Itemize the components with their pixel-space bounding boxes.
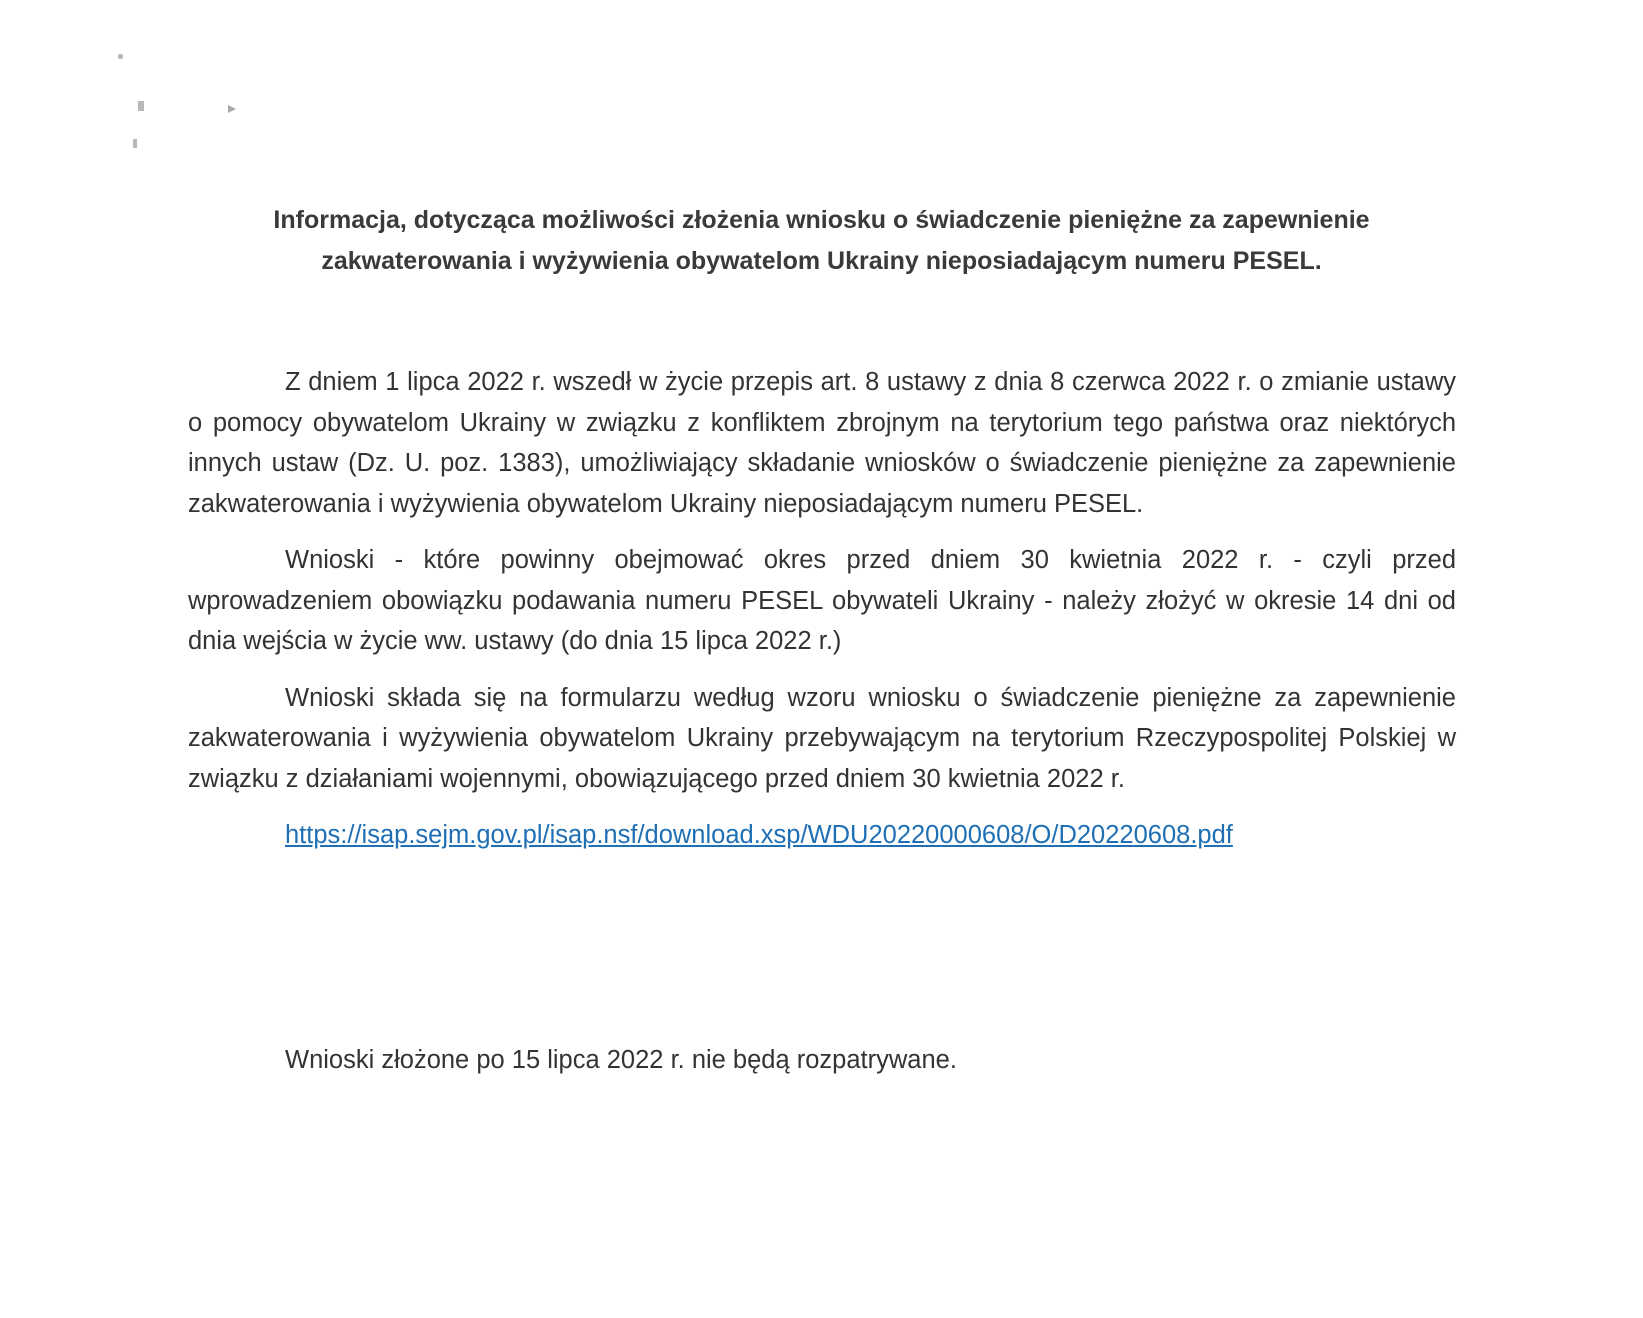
paragraph-form: Wnioski składa się na formularzu według wzoru wniosku o świadczenie pieniężne za zapewnienie zakwaterowania i wyżywienia obywatelom Ukrainy przebywającym na terytorium Rzeczypospolitej Polskiej w związku z działaniami wojennymi, obowiązującego przed dniem 30 kwietnia 2022 r.: [188, 683, 1456, 793]
scan-artifact: [138, 101, 144, 111]
form-pdf-link[interactable]: https://isap.sejm.gov.pl/isap.nsf/download.xsp/WDU20220000608/O/D20220608.pdf: [285, 821, 1233, 849]
link-line: [188, 815, 1456, 855]
document-title: Informacja, dotycząca możliwości złożenia wniosku o świadczenie pieniężne za zapewnienie zakwaterowania i wyżywienia obywatelom Ukrainy nieposiadającym numeru PESEL.: [273, 206, 1370, 275]
scan-artifact: [228, 105, 236, 113]
scan-artifact: [118, 54, 123, 59]
scan-artifact: [133, 139, 137, 148]
document-body: [188, 362, 1456, 855]
paragraph-deadline: Wnioski - które powinny obejmować okres przed dniem 30 kwietnia 2022 r. - czyli przed wprowadzeniem obowiązku podawania numeru PESEL obywateli Ukrainy - należy złożyć w okresie 14 dni od dnia wejścia w życie ww. ustawy (do dnia 15 lipca 2022 r.): [188, 546, 1456, 655]
paragraph-legal-basis: Z dniem 1 lipca 2022 r. wszedł w życie przepis art. 8 ustawy z dnia 8 czerwca 2022 r. o zmianie ustawy o pomocy obywatelom Ukrainy w związku z konfliktem zbrojnym na terytorium tego państwa oraz niektórych innych ustaw (Dz. U. poz. 1383), umożliwiający składanie wniosków o świadczenie pieniężne za zapewnienie zakwaterowania i wyżywienia obywatelom Ukrainy nieposiadającym numeru PESEL.: [188, 368, 1456, 518]
final-note: Wnioski złożone po 15 lipca 2022 r. nie będą rozpatrywane.: [285, 1046, 957, 1074]
